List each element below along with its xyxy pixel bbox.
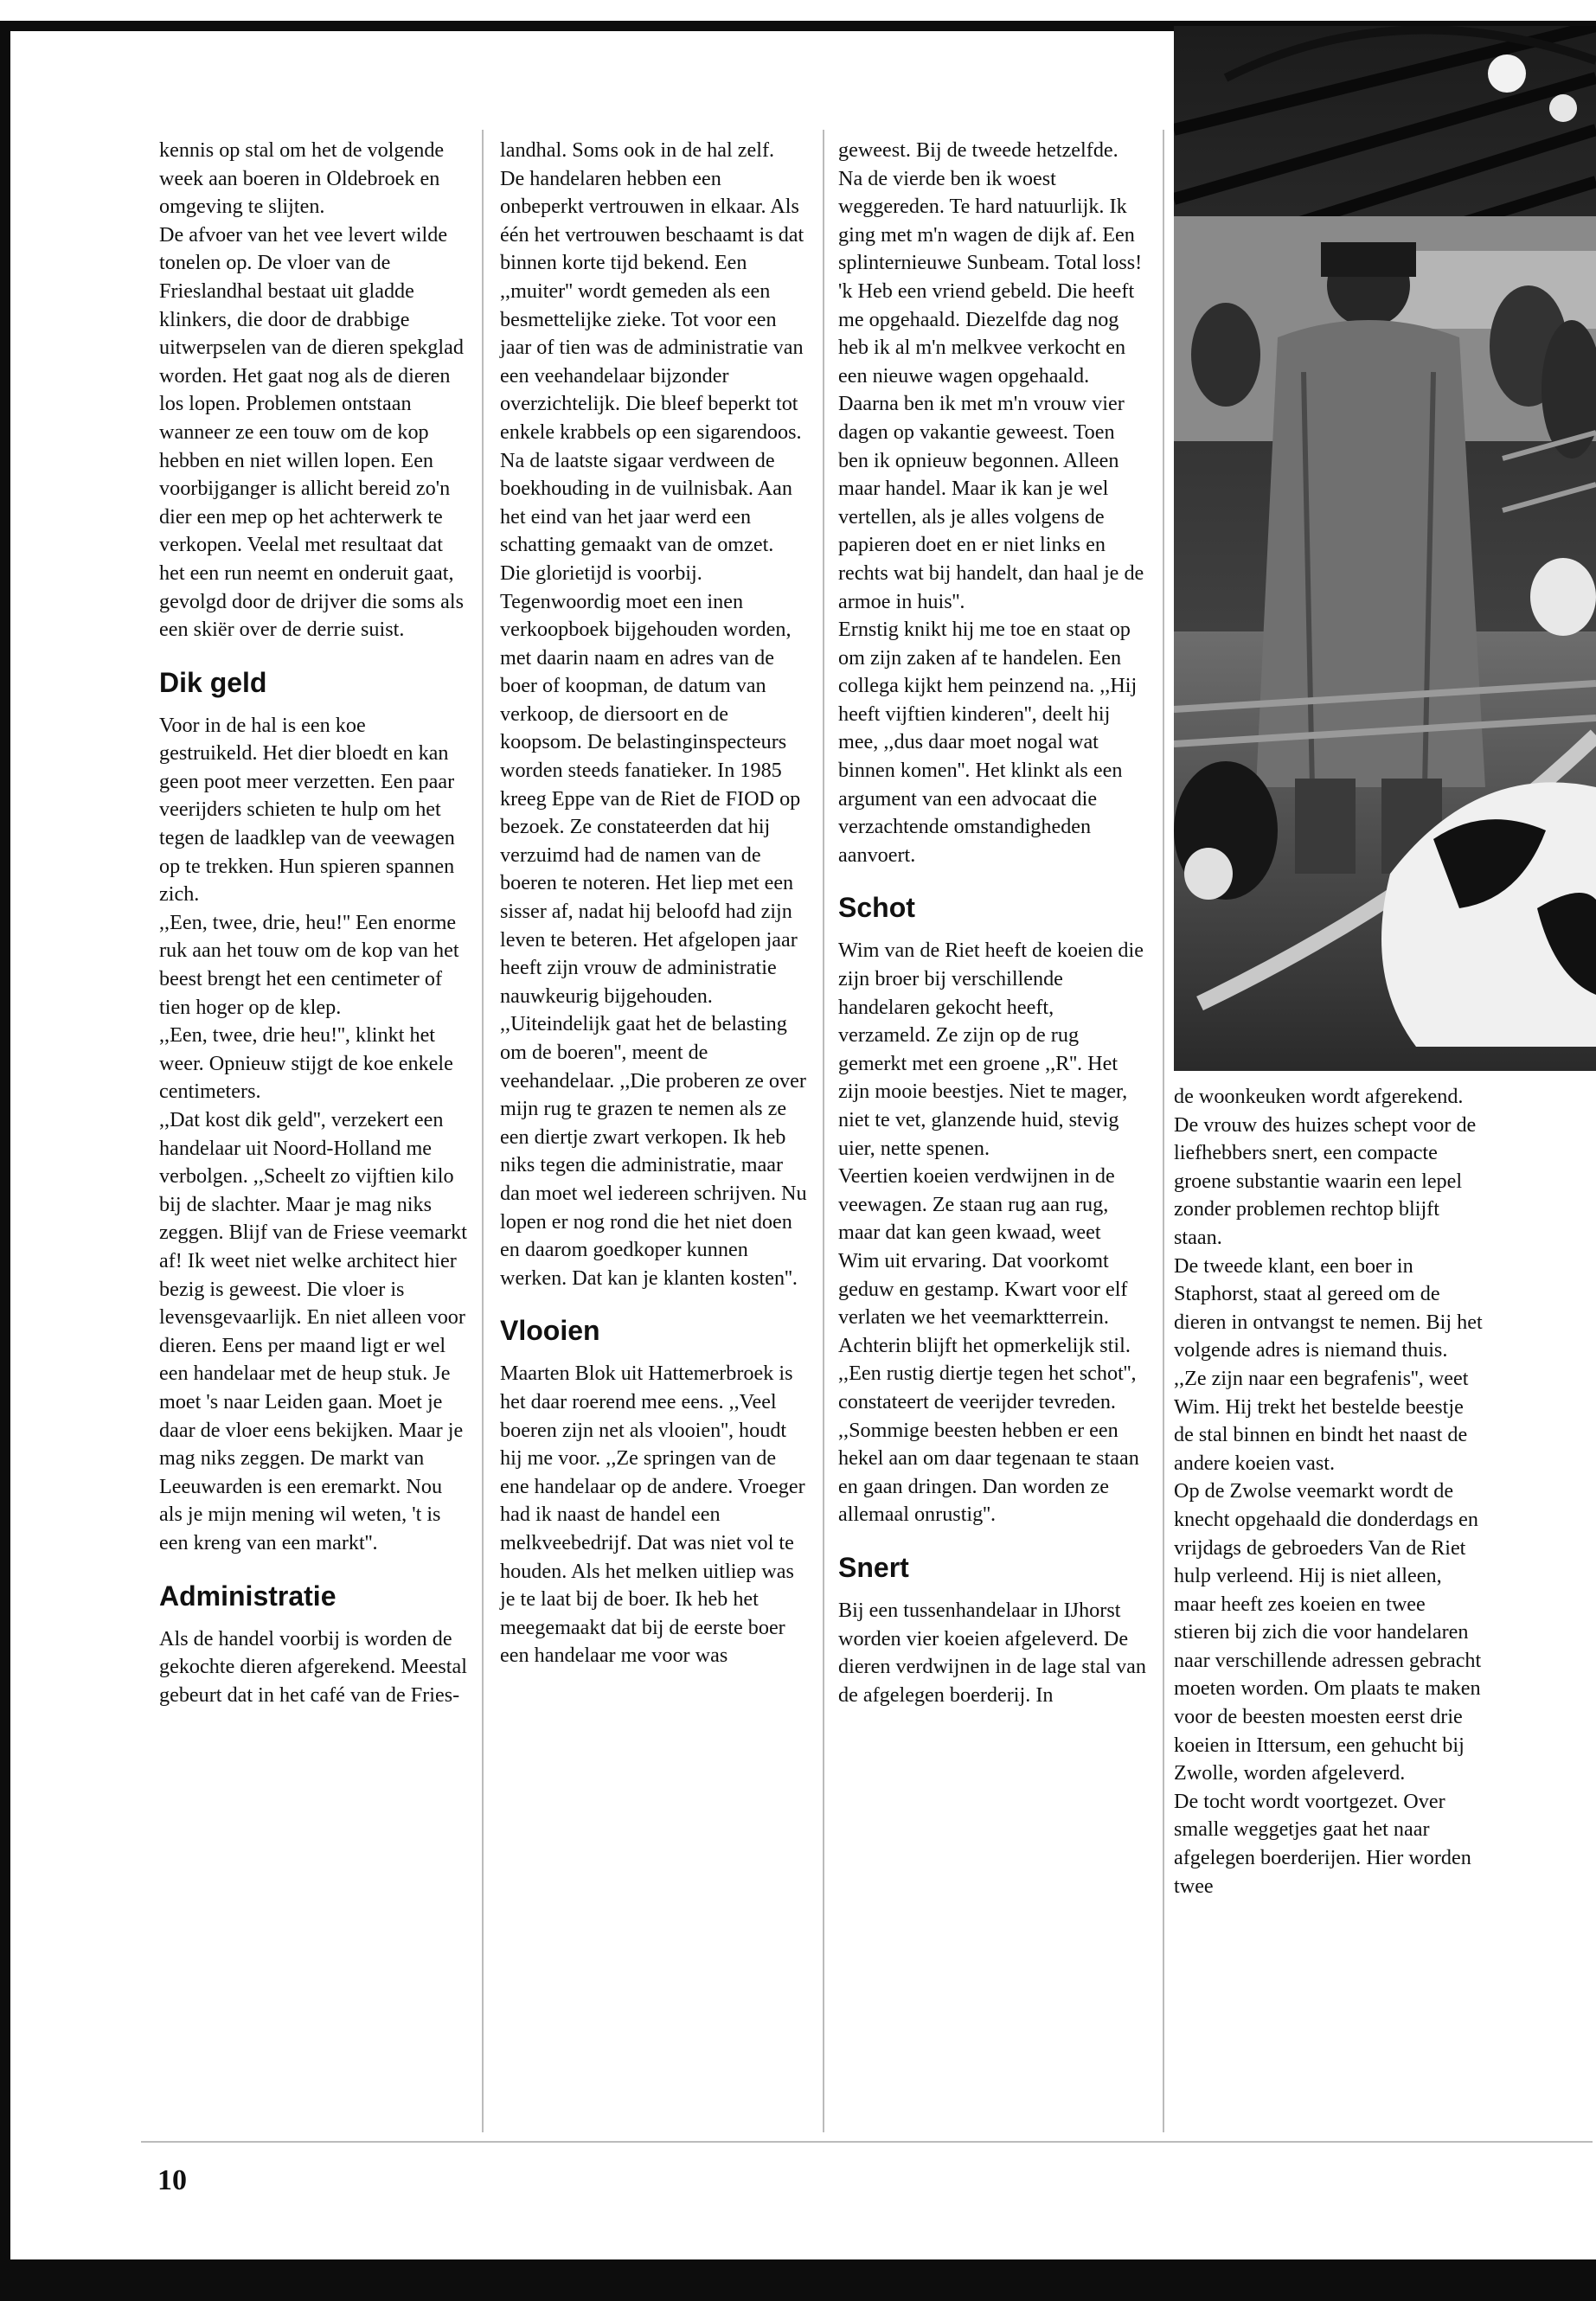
- paragraph: ,,Dat kost dik geld'', verzekert een handelaar uit Noord-Holland me verbolgen. ,,Scheelt zo vijftien kilo bij de slachter. Maar je mag niks zeggen. Blijf van de Friese veemarkt af! Ik weet niet welke architect hier bezig is geweest. Die vloer is levensgevaarlijk. En niet alleen voor dieren. Eens per maand ligt er wel een handelaar met de heup stuk. Je moet 's naar Leiden gaan. Moet je daar de vloer eens bekijken. Maar je mag niks zeggen. De markt van Leeuwarden is een eremarkt. Nou als je mijn mening wil weten, 't is een kreng van een markt''.: [159, 1108, 467, 1554]
- column-divider: [482, 130, 484, 2132]
- paragraph: Ernstig knikt hij me toe en staat op om zijn zaken af te handelen. Een collega kijkt hem peinzend na. ,,Hij heeft vijftien kinderen'', deelt hij mee, ,,dus daar moet nogal wat binnen komen''. Het klinkt als een argument van een advocaat die verzachtende omstandigheden aanvoert.: [838, 618, 1138, 867]
- section-heading-snert: Snert: [838, 1551, 909, 1583]
- cattle-market-photo-icon: [1174, 26, 1596, 1071]
- footer-rule: [141, 2141, 1593, 2143]
- column-divider: [1163, 130, 1164, 2132]
- text-column-2: [500, 137, 809, 1670]
- paragraph: De tocht wordt voortgezet. Over smalle weggetjes gaat het naar afgelegen boerderijen. Hier worden twee: [1174, 1789, 1471, 1898]
- paragraph: Voor in de hal is een koe gestruikeld. Het dier bloedt en kan geen poot meer verzetten. Een paar veerijders schieten te hulp om het tegen de laadklep van de veewagen op te trekken. Hun spieren spannen zich.: [159, 713, 455, 907]
- paragraph: de woonkeuken wordt afgerekend. De vrouw des huizes schept voor de liefhebbers snert, een compacte groene substantie waarin een lepel zonder problemen rechtop blijft staan.: [1174, 1085, 1477, 1249]
- scan-edge-bottom: [0, 2259, 1596, 2301]
- paragraph: ,,Een rustig diertje tegen het schot'', constateert de veerijder tevreden. ,,Sommige beesten hebben er een hekel aan om daar tegenaan te staan en gaan dringen. Dan worden ze allemaal onrustig''.: [838, 1362, 1139, 1527]
- paragraph: Die glorietijd is voorbij. Tegenwoordig moet een inen verkoopboek bijgehouden worden, met daarin naam en adres van de boer of koopman, de datum van verkoop, de diersoort en de koopsom. De belastinginspecteurs worden steeds fanatieker. In 1985 kreeg Eppe van de Riet de FIOD op bezoek. Ze constateerden dat hij verzuimd had de namen van de boeren te noteren. Het liep met een sisser af, nadat hij beloofd had zijn leven te beteren. Het afgelopen jaar heeft zijn vrouw de administratie nauwkeurig bijgehouden.: [500, 561, 801, 1008]
- section-heading-schot: Schot: [838, 892, 915, 924]
- section-heading-administratie: Administratie: [159, 1580, 337, 1612]
- paragraph: Wim van de Riet heeft de koeien die zijn broer bij verschillende handelaren gekocht heeft, verzameld. Ze zijn op de rug gemerkt met een groene ,,R''. Het zijn mooie beestjes. Niet te mager, niet te vet, glanzende huid, stevig uier, nette spenen.: [838, 939, 1144, 1160]
- scan-margin-top: [0, 0, 1596, 21]
- paragraph: De afvoer van het vee levert wilde tonelen op. De vloer van de Frieslandhal bestaat uit gladde klinkers, die door de drabbige uitwerpselen van de dieren spekglad worden. Het gaat nog als de dieren los lopen. Problemen ontstaan wanneer ze een touw om de kop hebben en niet willen lopen. Een voorbijganger is allicht bereid zo'n dier een mep op het achterwerk te verkopen. Veelal met resultaat dat het een run neemt en onderuit gaat, gevolgd door de drijver die soms als een skiër over de derrie suist.: [159, 222, 464, 642]
- paragraph: 'k Heb een vriend gebeld. Die heeft me opgehaald. Diezelfde dag nog heb ik al m'n melkvee verkocht en een nieuwe wagen opgehaald. Daarna ben ik met m'n vrouw vier dagen op vakantie geweest. Toen ben ik opnieuw begonnen. Alleen maar handel. Maar ik kan je wel vertellen, als je alles volgens de papieren doet en er niet links en rechts wat bij handelt, dan haal je de armoe in huis''.: [838, 279, 1144, 613]
- column-divider: [823, 130, 824, 2132]
- section-heading-dik-geld: Dik geld: [159, 666, 267, 698]
- cattle-market-photo: [1174, 26, 1596, 1071]
- text-column-1: [159, 137, 467, 1709]
- paragraph: landhal. Soms ook in de hal zelf.: [500, 138, 775, 162]
- paragraph: geweest. Bij de tweede hetzelfde. Na de vierde ben ik woest weggereden. Te hard natuurlijk. Ik ging met m'n wagen de dijk af. Een splinternieuwe Sunbeam. Total loss!: [838, 138, 1143, 275]
- paragraph: De tweede klant, een boer in Staphorst, staat al gereed om de dieren in ontvangst te nemen. Bij het volgende adres is niemand thuis. ,,Ze zijn naar een begrafenis'', weet Wim. Hij trekt het bestelde beestje de stal binnen en bindt het naast de andere koeien vast.: [1174, 1253, 1483, 1475]
- paragraph: Als de handel voorbij is worden de gekochte dieren afgerekend. Meestal gebeurt dat in het café van de Fries-: [159, 1626, 467, 1707]
- paragraph: ,,Uiteindelijk gaat het de belasting om de boeren'', meent de veehandelaar. ,,Die proberen ze over mijn rug te grazen te nemen als ze een diertje zwart verkopen. Ik heb niks tegen die administratie, maar dan moet wel iedereen schrijven. Nu lopen er nog rond die het niet doen en daarom goedkoper kunnen werken. Dat kan je klanten kosten''.: [500, 1012, 807, 1290]
- paragraph: ,,Een, twee, drie, heu!'' Een enorme ruk aan het touw om de kop van het beest brengt het een centimeter of tien hoger op de klep.: [159, 910, 459, 1019]
- scan-edge-left: [0, 21, 10, 2301]
- section-heading-vlooien: Vlooien: [500, 1315, 600, 1347]
- page-number: 10: [157, 2164, 187, 2196]
- paragraph: Veertien koeien verdwijnen in de veewagen. Ze staan rug aan rug, maar dat kan geen kwaad, weet Wim uit ervaring. Dat voorkomt geduw en gestamp. Kwart voor elf verlaten we het veemarktterrein. Achterin blijft het opmerkelijk stil.: [838, 1164, 1131, 1357]
- paragraph: Maarten Blok uit Hattemerbroek is het daar roerend mee eens. ,,Veel boeren zijn net als vlooien'', houdt hij me voor. ,,Ze springen van de ene handelaar op de andere. Vroeger had ik naast de handel een melkveebedrijf. Dat was niet vol te houden. Als het melken uitliep was je te laat bij de boer. Ik heb het meegemaakt dat bij de eerste boer een handelaar me voor was: [500, 1362, 805, 1668]
- paragraph: kennis op stal om het de volgende week aan boeren in Oldebroek en omgeving te slijten.: [159, 138, 445, 219]
- paragraph: Op de Zwolse veemarkt wordt de knecht opgehaald die donderdags en vrijdags de gebroeders Van de Riet hulp verleend. Hij is niet alleen, maar heeft zes koeien en twee stieren bij zich die voor handelaren naar verschillende adressen gebracht moeten worden. Om plaats te maken voor de beesten moesten eerst drie koeien in Ittersum, een gehucht bij Zwolle, worden afgeleverd.: [1174, 1479, 1482, 1785]
- paragraph: ,,Een, twee, drie heu!'', klinkt het weer. Opnieuw stijgt de koe enkele centimeters.: [159, 1023, 453, 1104]
- text-column-4: [1174, 1083, 1485, 1900]
- text-column-3: [838, 137, 1146, 1709]
- paragraph: Bij een tussenhandelaar in IJhorst worden vier koeien afgeleverd. De dieren verdwijnen in de lage stal van de afgelegen boerderij. In: [838, 1598, 1146, 1707]
- paragraph: De handelaren hebben een onbeperkt vertrouwen in elkaar. Als één het vertrouwen beschaamt is dat binnen korte tijd bekend. Een ,,muiter'' wordt gemeden als een besmettelijke zieke. Tot voor een jaar of tien was de administratie van een veehandelaar bijzonder overzichtelijk. Die bleef beperkt tot enkele krabbels op een sigarendoos. Na de laatste sigaar verdween de boekhouding in de vuilnisbak. Aan het eind van het jaar werd een schatting gemaakt van de omzet.: [500, 166, 804, 557]
